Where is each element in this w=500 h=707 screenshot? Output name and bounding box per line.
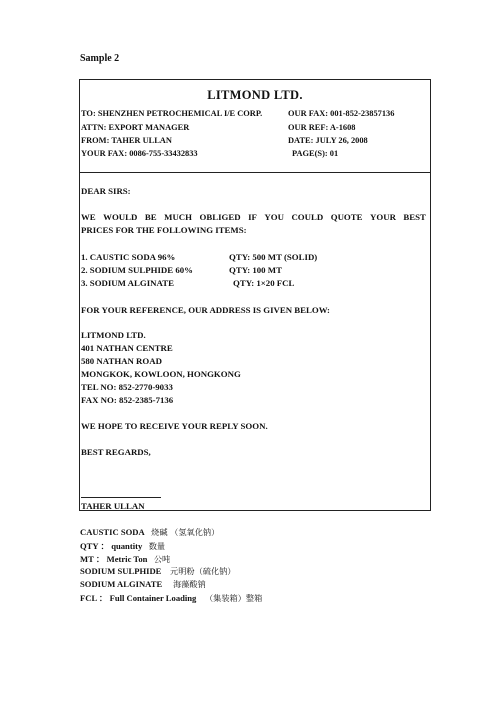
glossary-row bbox=[80, 527, 219, 538]
address-line: 580 NATHAN ROAD bbox=[81, 356, 162, 366]
header-to: TO: SHENZHEN PETROCHEMICAL I/E CORP. bbox=[81, 109, 263, 118]
glossary-row bbox=[80, 566, 236, 577]
glossary-term: FCL ： Full Container Loading bbox=[80, 593, 197, 603]
header-pages: PAGE(S): 01 bbox=[292, 149, 339, 158]
item-qty: QTY: 100 MT bbox=[229, 265, 282, 275]
item-name: 3. SODIUM ALGINATE bbox=[81, 278, 174, 288]
request-word: YOU bbox=[264, 212, 284, 222]
request-word: COULD bbox=[291, 212, 324, 222]
salutation: DEAR SIRS: bbox=[81, 186, 131, 196]
item-name: 1. CAUSTIC SODA 96% bbox=[81, 252, 176, 262]
header-row bbox=[80, 136, 430, 149]
request-word: BEST bbox=[403, 212, 426, 222]
signature-rule bbox=[81, 497, 161, 498]
header-your-fax: YOUR FAX: 0086-755-33432833 bbox=[81, 149, 198, 158]
item-qty: QTY: 500 MT (SOLID) bbox=[229, 252, 318, 262]
sample-label: Sample 2 bbox=[80, 53, 120, 64]
glossary-term: CAUSTIC SODA bbox=[80, 527, 145, 537]
request-line-2: PRICES FOR THE FOLLOWING ITEMS: bbox=[81, 225, 247, 235]
item-qty: QTY: 1×20 FCL bbox=[233, 278, 295, 288]
glossary-meaning: 烧碱 （氢氧化钠） bbox=[151, 527, 220, 537]
request-word: YOUR bbox=[370, 212, 396, 222]
regards-line: BEST REGARDS, bbox=[81, 447, 151, 457]
header-attn: ATTN: EXPORT MANAGER bbox=[81, 123, 190, 132]
glossary-meaning: 元明粉（硫化钠） bbox=[170, 566, 236, 576]
header-our-ref: OUR REF: A-1608 bbox=[288, 123, 356, 132]
glossary-term: SODIUM ALGINATE bbox=[80, 579, 163, 589]
reference-line: FOR YOUR REFERENCE, OUR ADDRESS IS GIVEN BELOW: bbox=[81, 305, 330, 315]
company-title: LITMOND LTD. bbox=[207, 88, 303, 102]
glossary-row bbox=[80, 553, 170, 565]
header-from: FROM: TAHER ULLAN bbox=[81, 136, 172, 145]
header-row bbox=[80, 123, 430, 136]
request-word: MUCH bbox=[164, 212, 192, 222]
signature-name: TAHER ULLAN bbox=[81, 501, 145, 511]
glossary-term: SODIUM SULPHIDE bbox=[80, 566, 162, 576]
glossary-term: MT ： Metric Ton bbox=[80, 554, 148, 564]
item-row bbox=[81, 265, 426, 277]
address-line: 401 NATHAN CENTRE bbox=[81, 343, 173, 353]
header-row bbox=[80, 149, 430, 162]
item-row bbox=[81, 252, 426, 264]
glossary-row bbox=[80, 592, 262, 604]
request-word: WE bbox=[81, 212, 96, 222]
request-word: IF bbox=[248, 212, 257, 222]
header-our-fax: OUR FAX: 001-852-23857136 bbox=[288, 109, 395, 118]
fax-document bbox=[79, 79, 431, 511]
glossary-term: QTY ： quantity bbox=[80, 541, 143, 551]
glossary-row bbox=[80, 579, 206, 590]
glossary-meaning: （集装箱）整箱 bbox=[204, 593, 263, 603]
address-line: MONGKOK, KOWLOON, HONGKONG bbox=[81, 369, 241, 379]
glossary-row bbox=[80, 540, 165, 552]
address-line: LITMOND LTD. bbox=[81, 330, 146, 340]
item-name: 2. SODIUM SULPHIDE 60% bbox=[81, 265, 193, 275]
address-line: TEL NO: 852-2770-9033 bbox=[81, 382, 173, 392]
glossary-meaning: 海藻酸钠 bbox=[172, 579, 206, 589]
request-word: BE bbox=[144, 212, 157, 222]
item-row bbox=[81, 278, 426, 290]
request-word: WOULD bbox=[103, 212, 138, 222]
address-line: FAX NO: 852-2385-7136 bbox=[81, 395, 174, 405]
header-row bbox=[80, 109, 430, 122]
fax-header bbox=[80, 80, 430, 173]
header-date: DATE: JULY 26, 2008 bbox=[288, 136, 368, 145]
request-line-1 bbox=[81, 212, 426, 222]
request-word: QUOTE bbox=[330, 212, 363, 222]
glossary-meaning: 公吨 bbox=[153, 554, 171, 564]
glossary-meaning: 数量 bbox=[148, 541, 166, 551]
closing-line: WE HOPE TO RECEIVE YOUR REPLY SOON. bbox=[81, 421, 268, 431]
request-word: OBLIGED bbox=[199, 212, 241, 222]
